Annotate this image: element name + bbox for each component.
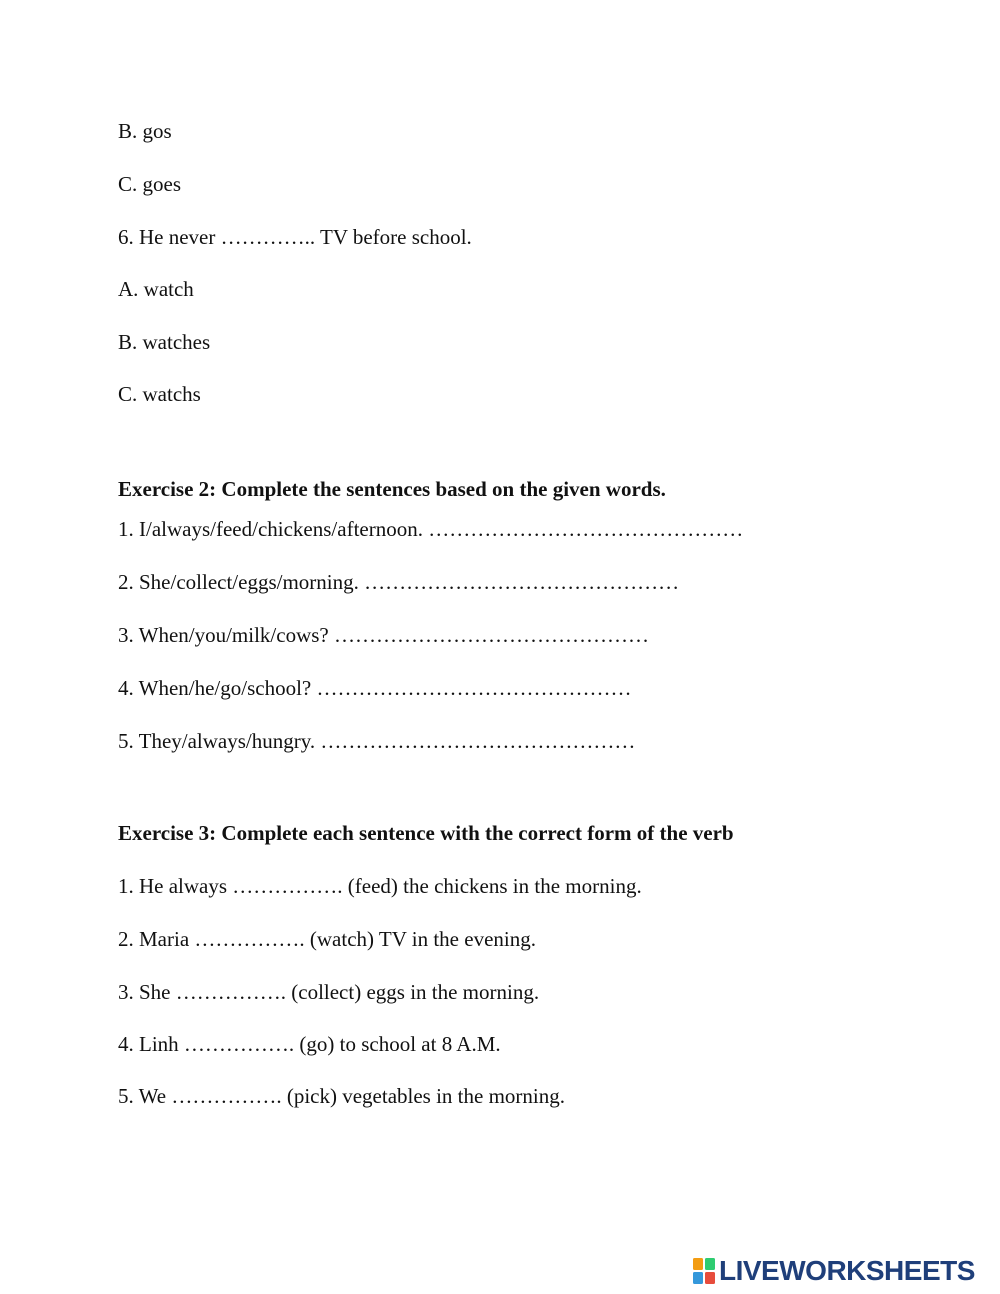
ex2-item-3: 3. When/you/milk/cows? ………………………………………	[118, 623, 649, 647]
liveworksheets-logo[interactable]	[693, 1255, 975, 1287]
ex3-item-3: 3. She ……………. (collect) eggs in the morning.	[118, 980, 540, 1004]
logo-text: LIVEWORKSHEETS	[719, 1255, 975, 1286]
ex3-item-2: 2. Maria ……………. (watch) TV in the evening.	[118, 927, 536, 951]
ex1-q6-question: 6. He never ………….. TV before school.	[118, 225, 472, 249]
ex2-item-2: 2. She/collect/eggs/morning. ………………………………………	[118, 570, 680, 594]
ex3-item-4: 4. Linh ……………. (go) to school at 8 A.M.	[118, 1032, 501, 1056]
ex2-item-1: 1. I/always/feed/chickens/afternoon. ………………………………………	[118, 517, 744, 541]
exercise-2-heading: Exercise 2: Complete the sentences based on the given words.	[118, 477, 666, 501]
ex1-q6-option-b: B. watches	[118, 330, 211, 354]
ex1-q5-option-c: C. goes	[118, 172, 181, 196]
ex1-q6-option-c: C. watchs	[118, 382, 201, 406]
ex2-item-5: 5. They/always/hungry. ………………………………………	[118, 729, 636, 753]
ex2-item-4: 4. When/he/go/school? ………………………………………	[118, 676, 632, 700]
ex3-item-5: 5. We ……………. (pick) vegetables in the morning.	[118, 1084, 565, 1108]
exercise-3-heading: Exercise 3: Complete each sentence with the correct form of the verb	[118, 821, 734, 845]
liveworksheets-logo-icon	[693, 1258, 715, 1284]
ex1-q6-option-a: A. watch	[118, 277, 194, 301]
ex1-q5-option-b: B. gos	[118, 119, 172, 143]
ex3-item-1: 1. He always ……………. (feed) the chickens in the morning.	[118, 874, 642, 898]
